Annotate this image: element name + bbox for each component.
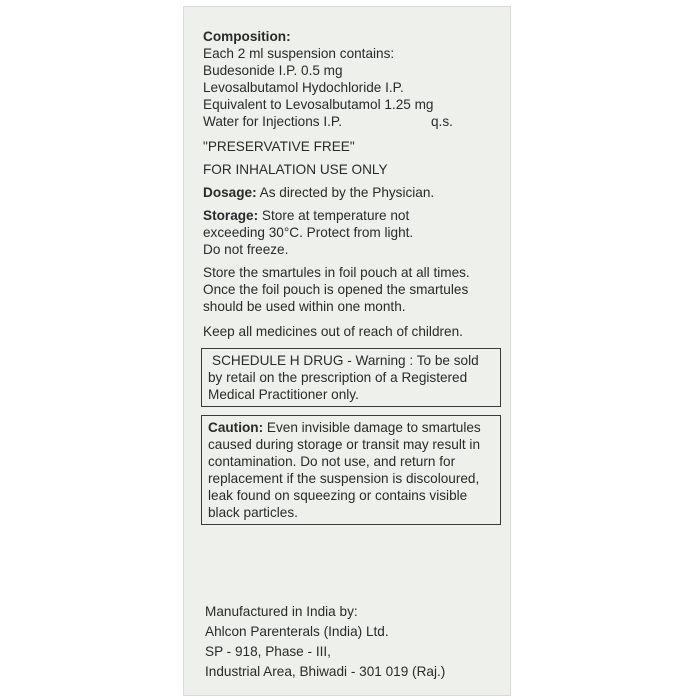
dosage-row bbox=[203, 184, 503, 201]
label-content bbox=[203, 28, 503, 525]
schedule-line: SCHEDULE H DRUG - Warning : To be sold bbox=[212, 353, 479, 368]
preservative-free: "PRESERVATIVE FREE" bbox=[203, 139, 355, 154]
composition-line: Water for Injections I.P. bbox=[203, 114, 343, 129]
composition-heading: Composition: bbox=[203, 29, 291, 44]
label-panel bbox=[183, 6, 511, 696]
smartules-line: Store the smartules in foil pouch at all times. bbox=[203, 265, 470, 280]
manufacturer-line: Industrial Area, Bhiwadi - 301 019 (Raj.) bbox=[205, 664, 446, 679]
caution-line: leak found on squeezing or contains visible bbox=[208, 488, 468, 503]
manufacturer-block bbox=[205, 602, 505, 682]
schedule-h-box bbox=[201, 348, 501, 407]
composition-line: Levosalbutamol Hydochloride I.P. bbox=[203, 80, 404, 95]
caution-label: Caution: bbox=[208, 420, 264, 435]
caution-text: Even invisible damage to smartules bbox=[263, 420, 481, 435]
storage-row bbox=[203, 207, 503, 224]
composition-line: Equivalent to Levosalbutamol 1.25 mg bbox=[203, 97, 434, 112]
inhalation-use: FOR INHALATION USE ONLY bbox=[203, 162, 388, 177]
caution-row bbox=[208, 419, 500, 436]
composition-line: Each 2 ml suspension contains: bbox=[203, 46, 395, 61]
caution-box bbox=[201, 415, 501, 525]
storage-text: Store at temperature not bbox=[258, 208, 410, 223]
manufacturer-line: Ahlcon Parenterals (India) Ltd. bbox=[205, 624, 389, 639]
manufacturer-line: SP - 918, Phase - III, bbox=[205, 644, 331, 659]
composition-line: Budesonide I.P. 0.5 mg bbox=[203, 63, 343, 78]
caution-line: black particles. bbox=[208, 505, 298, 520]
manufacturer-line: Manufactured in India by: bbox=[205, 604, 358, 619]
dosage-text: As directed by the Physician. bbox=[256, 185, 435, 200]
smartules-line: Once the foil pouch is opened the smartules bbox=[203, 282, 469, 297]
children-warning: Keep all medicines out of reach of children. bbox=[203, 324, 463, 339]
smartules-line: should be used within one month. bbox=[203, 299, 406, 314]
storage-line: exceeding 30°C. Protect from light. bbox=[203, 225, 414, 240]
dosage-label: Dosage: bbox=[203, 185, 257, 200]
schedule-line: by retail on the prescription of a Registered bbox=[208, 370, 468, 385]
caution-line: caused during storage or transit may result in bbox=[208, 437, 481, 452]
caution-line: contamination. Do not use, and return for bbox=[208, 454, 456, 469]
storage-line: Do not freeze. bbox=[203, 242, 289, 257]
qs-label: q.s. bbox=[431, 114, 453, 129]
caution-line: replacement if the suspension is discoloured, bbox=[208, 471, 480, 486]
schedule-line: Medical Practitioner only. bbox=[208, 387, 359, 402]
storage-label: Storage: bbox=[203, 208, 259, 223]
composition-water-row bbox=[203, 113, 503, 130]
